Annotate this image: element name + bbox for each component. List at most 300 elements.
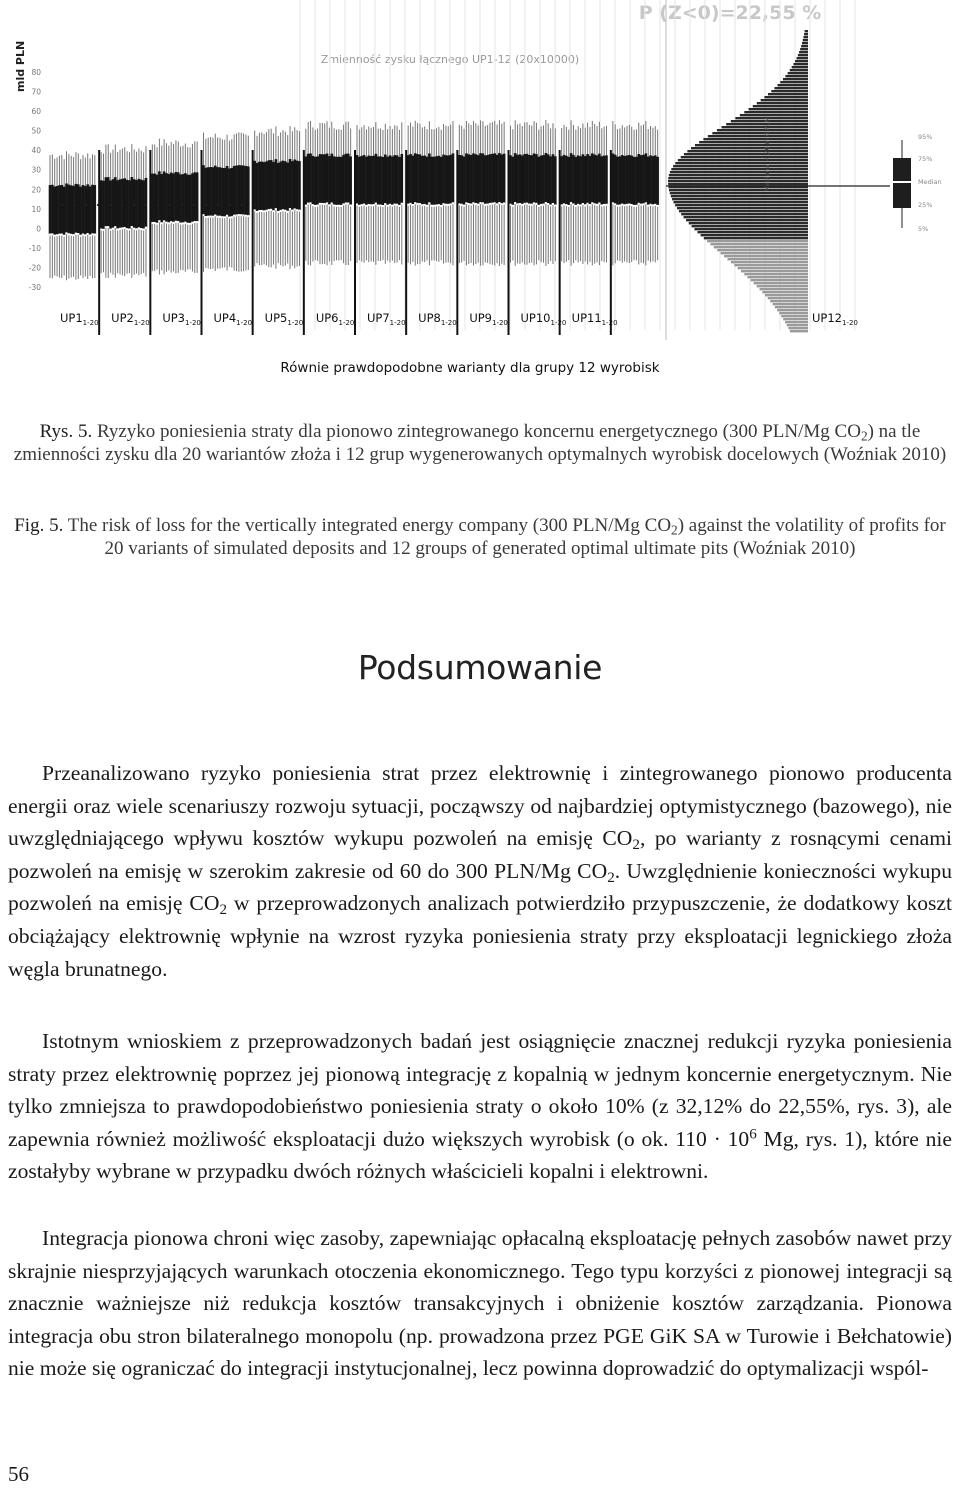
variant-box (160, 174, 163, 223)
variant-box (86, 184, 89, 234)
histogram-bin (697, 231, 808, 233)
y-tick-label: 70 (31, 87, 41, 97)
histogram-bin (695, 144, 808, 146)
variant-box (386, 157, 389, 205)
variant-median (384, 203, 386, 205)
variant-box (435, 156, 438, 205)
variant-median (58, 234, 60, 236)
variant-box (228, 168, 231, 216)
reference-dot (205, 204, 207, 206)
variant-box (384, 155, 387, 205)
variant-median (375, 203, 377, 205)
variant-box (172, 173, 175, 222)
y-tick-label: 60 (31, 107, 41, 117)
variant-median (100, 228, 102, 230)
histogram-bin (793, 63, 808, 65)
variant-box (621, 155, 624, 204)
variant-median (116, 228, 118, 230)
variant-box (526, 154, 529, 204)
variant-median (261, 210, 263, 212)
variant-median (589, 204, 591, 206)
variant-box (575, 157, 578, 205)
variant-box (349, 156, 352, 204)
variant-box (535, 154, 538, 204)
text: . Uwzględnienie konieczności wykupu pozwoleń na emisję CO (8, 858, 952, 916)
variant-median (286, 211, 288, 213)
variant-median (319, 203, 321, 205)
variant-median (253, 209, 255, 211)
variant-box (63, 187, 66, 235)
subscript: 2 (607, 869, 615, 886)
histogram-bin (764, 96, 808, 98)
variant-box (375, 154, 378, 204)
variant-median (363, 204, 365, 206)
variant-median (521, 204, 523, 206)
variant-median (498, 202, 500, 204)
variant-box (323, 154, 326, 204)
y-tick-label: 0 (36, 224, 41, 234)
histogram-bin (757, 102, 808, 104)
variant-median (554, 204, 556, 206)
section-heading: Podsumowanie (357, 648, 603, 687)
variant-box (121, 179, 124, 229)
variant-box (419, 154, 422, 204)
variant-median (542, 204, 544, 206)
reference-dot (169, 204, 171, 206)
variant-box (326, 154, 329, 205)
variant-box (307, 154, 310, 204)
histogram-bin (734, 264, 808, 266)
variant-median (298, 210, 300, 212)
variant-median (275, 208, 277, 210)
variant-box (270, 160, 273, 210)
variant-median (94, 234, 96, 236)
variant-box (235, 166, 238, 217)
y-tick-label: -20 (28, 263, 41, 273)
page-number: 56 (8, 1462, 29, 1486)
variant-median (528, 203, 530, 205)
histogram-bin (760, 288, 808, 290)
figure-caption-pl (8, 420, 952, 466)
reference-dot (109, 204, 111, 206)
variant-median (242, 214, 244, 216)
variant-median (56, 234, 58, 236)
variant-box (209, 167, 212, 216)
variant-median (440, 205, 442, 207)
variant-box (560, 156, 563, 205)
variant-median (601, 204, 603, 206)
histogram-bin (768, 93, 808, 95)
legend-label: 5% (918, 225, 929, 233)
variant-median (382, 205, 384, 207)
variant-median (512, 205, 514, 207)
variant-median (258, 210, 260, 212)
reference-dot (217, 204, 219, 206)
variant-box (245, 166, 248, 216)
variant-box (184, 173, 187, 222)
text: , po warianty z rosnącymi cenami pozwoleń na emisję w szerokim zakresie od 60 do 300 PLN/Mg CO (8, 826, 952, 883)
subscript: 2 (671, 522, 678, 538)
variant-box (567, 157, 570, 205)
variant-box (221, 168, 224, 217)
variant-median (175, 221, 177, 223)
histogram-bin (797, 57, 808, 59)
variant-median (335, 205, 337, 207)
variant-median (247, 215, 249, 217)
variant-box (370, 156, 373, 205)
variant-median (219, 216, 221, 218)
variant-median (340, 205, 342, 207)
variant-median (545, 202, 547, 204)
variant-box (572, 155, 575, 205)
variant-median (465, 202, 467, 204)
variant-box (338, 157, 341, 205)
variant-box (542, 155, 545, 204)
histogram-bin (668, 180, 808, 182)
variant-median (153, 222, 155, 224)
variant-box (296, 161, 299, 211)
variant-box (135, 180, 138, 229)
variant-box (165, 173, 168, 222)
variant-box (421, 156, 424, 205)
variant-box (614, 155, 617, 205)
variant-median (191, 222, 193, 224)
group-label: $UP9_{1-20}$ (469, 311, 508, 327)
variant-median (389, 204, 391, 206)
group-label: $UP12_{1-20}$ (812, 311, 858, 327)
variant-box (379, 156, 382, 204)
variant-median (626, 204, 628, 206)
variant-median (72, 234, 74, 236)
variant-box (240, 165, 243, 216)
caption-text: ) na tle zmienności zysku dla 20 wariantów złoża i 12 grup wygenerowanych optymalnych wyrobisk docelowych (Woźniak 2010) (13, 421, 947, 465)
variant-median (470, 204, 472, 206)
variant-box (345, 154, 348, 204)
variant-box (521, 155, 524, 204)
variant-box (314, 157, 317, 205)
variant-median (184, 222, 186, 224)
histogram-bin (740, 114, 808, 116)
variant-median (209, 216, 211, 218)
variant-box (393, 155, 396, 204)
caption-text: The risk of loss for the vertically integrated energy company (300 PLN/Mg CO (67, 515, 672, 536)
variant-median (324, 203, 326, 205)
variant-box (367, 156, 370, 205)
histogram-bin (712, 132, 808, 134)
legend-median (893, 181, 911, 183)
variant-median (89, 235, 91, 237)
histogram-bin (717, 249, 808, 251)
histogram-bin (668, 177, 808, 179)
variant-box (409, 154, 412, 204)
variant-median (652, 204, 654, 206)
histogram-bin (668, 183, 808, 185)
variant-box (605, 155, 608, 204)
variant-median (572, 203, 574, 205)
histogram-bin (671, 168, 808, 170)
variant-box (114, 177, 117, 228)
variant-box (298, 161, 301, 210)
variant-median (187, 223, 189, 225)
variant-median (612, 202, 614, 204)
histogram-bin (774, 87, 808, 89)
histogram-bin (792, 66, 808, 68)
y-tick-label: 40 (31, 146, 41, 156)
variant-box (401, 154, 404, 204)
variant-box (133, 179, 136, 228)
variant-box (647, 157, 650, 205)
variant-box (260, 162, 263, 211)
variant-median (365, 205, 367, 207)
variant-box (563, 155, 566, 205)
variant-box (498, 153, 501, 204)
variant-median (51, 233, 53, 235)
variant-median (407, 204, 409, 206)
variant-box (189, 175, 192, 223)
variant-box (131, 177, 134, 228)
variant-median (423, 204, 425, 206)
variant-box (49, 185, 52, 234)
variant-box (628, 155, 631, 205)
variant-median (140, 228, 142, 230)
variant-median (168, 222, 170, 224)
histogram-bin (686, 219, 808, 221)
histogram-bin (710, 243, 808, 245)
variant-median (179, 223, 181, 225)
variant-box (514, 153, 517, 204)
variant-median (431, 205, 433, 207)
variant-box (523, 154, 526, 204)
histogram-bin (765, 294, 808, 296)
variant-box (100, 180, 103, 229)
variant-box (286, 163, 289, 211)
variant-median (435, 204, 437, 206)
variant-median (401, 203, 403, 205)
variant-median (598, 203, 600, 205)
variant-box (549, 156, 552, 204)
variant-box (279, 162, 282, 211)
variant-box (51, 185, 54, 235)
histogram-bin (669, 174, 808, 176)
variant-box (330, 154, 333, 204)
variant-box (91, 185, 94, 235)
variant-median (412, 204, 414, 206)
variant-median (533, 202, 535, 204)
variant-median (475, 203, 477, 205)
variant-box (119, 179, 122, 228)
variant-median (296, 209, 298, 211)
variant-median (82, 234, 84, 236)
variant-box (216, 167, 219, 216)
variant-median (128, 228, 130, 230)
variant-median (309, 202, 311, 204)
variant-box (305, 156, 308, 204)
variant-box (565, 156, 568, 205)
histogram-bin (753, 105, 808, 107)
histogram-bin (788, 72, 808, 74)
variant-median (605, 204, 607, 206)
variant-median (433, 205, 435, 207)
reference-dot (85, 204, 87, 206)
caption-label: Fig. 5. (14, 515, 64, 536)
group-label: $UP4_{1-20}$ (213, 311, 253, 327)
variant-median (345, 203, 347, 205)
variant-box (570, 153, 573, 204)
variant-median (263, 210, 265, 212)
variant-box (630, 156, 633, 205)
risk-chart (0, 0, 960, 390)
histogram-bin (701, 234, 808, 236)
variant-box (65, 183, 68, 234)
histogram-bin (673, 165, 808, 167)
variant-box (545, 153, 548, 204)
variant-box (309, 153, 312, 204)
variant-box (467, 154, 470, 204)
variant-median (635, 205, 637, 207)
variant-box (616, 157, 619, 205)
variant-box (333, 156, 336, 205)
variant-median (333, 204, 335, 206)
variant-box (342, 155, 345, 205)
variant-median (368, 204, 370, 206)
variant-median (126, 228, 128, 230)
variant-median (591, 202, 593, 204)
variant-median (372, 204, 374, 206)
paragraph (8, 1025, 952, 1188)
variant-median (358, 205, 360, 207)
variant-median (452, 202, 454, 204)
variant-median (649, 204, 651, 206)
variant-box (89, 186, 92, 234)
variant-median (549, 205, 551, 207)
histogram-bin (714, 246, 808, 248)
histogram-bin (724, 255, 808, 257)
variant-median (238, 214, 240, 216)
reference-dot (145, 204, 147, 206)
variant-median (398, 205, 400, 207)
variant-median (509, 204, 511, 206)
variant-box (68, 185, 71, 235)
reference-dot (133, 204, 135, 206)
variant-median (489, 203, 491, 205)
histogram-bin (675, 162, 808, 164)
variant-median (61, 233, 63, 235)
variant-box (151, 174, 154, 223)
variant-box (428, 153, 431, 204)
histogram-bin (744, 111, 808, 113)
variant-median (472, 202, 474, 204)
variant-median (575, 205, 577, 207)
histogram-bin (721, 252, 808, 254)
variant-median (460, 204, 462, 206)
variant-box (214, 166, 217, 217)
histogram-bin (788, 327, 808, 329)
legend-label: Median (918, 178, 942, 186)
variant-box (612, 153, 615, 204)
y-axis-unit: mld PLN (14, 40, 27, 92)
variant-median (245, 215, 247, 217)
variant-box (458, 155, 461, 205)
variant-box (272, 162, 275, 211)
variant-box (635, 157, 638, 205)
reference-dot (73, 204, 75, 206)
variant-box (484, 155, 487, 204)
histogram-bin (749, 108, 808, 110)
variant-median (568, 205, 570, 207)
variant-median (584, 204, 586, 206)
variant-box (156, 175, 159, 223)
superscript: 6 (749, 1126, 757, 1143)
histogram-bin (762, 291, 808, 293)
reference-dot (193, 204, 195, 206)
variant-median (577, 204, 579, 206)
variant-median (321, 203, 323, 205)
variant-median (284, 210, 286, 212)
variant-median (565, 204, 567, 206)
variant-box (552, 154, 555, 204)
variant-box (168, 174, 171, 223)
variant-box (530, 155, 533, 204)
variant-box (193, 172, 196, 222)
variant-median (547, 203, 549, 205)
variant-median (586, 203, 588, 205)
variant-median (316, 205, 318, 207)
y-tick-label: 10 (31, 204, 41, 214)
text: Przeanalizowano ryzyko poniesienia strat przez elektrownię i zintegrowanego pionowo producenta energii oraz wiele scenariuszy rozwoju sytuacji, począwszy od najbardziej optymistycznego (bazowego), nie uwzględniającego wpływu kosztów wykupu pozwoleń na emisję CO (8, 761, 952, 851)
variant-box (426, 157, 429, 205)
variant-box (196, 172, 199, 222)
histogram-bin (803, 36, 808, 38)
variant-median (503, 203, 505, 205)
variant-box (533, 153, 536, 204)
histogram-bin (781, 315, 808, 317)
reference-dot (241, 204, 243, 206)
variant-median (416, 203, 418, 205)
variant-median (596, 204, 598, 206)
variant-box (319, 154, 322, 204)
histogram-bin (687, 150, 808, 152)
variant-median (279, 210, 281, 212)
histogram-bin (735, 117, 808, 119)
variant-box (170, 173, 173, 223)
variant-box (365, 157, 368, 205)
variant-median (386, 205, 388, 207)
variant-median (645, 202, 647, 204)
variant-box (186, 175, 189, 223)
variant-box (554, 156, 557, 205)
variant-box (486, 155, 489, 204)
histogram-bin (800, 48, 808, 50)
variant-box (398, 157, 401, 205)
variant-median (291, 210, 293, 212)
variant-median (79, 235, 81, 237)
variant-box (58, 185, 61, 234)
variant-median (514, 202, 516, 204)
variant-median (221, 216, 223, 218)
variant-box (489, 154, 492, 204)
variant-median (523, 203, 525, 205)
variant-box (312, 156, 315, 205)
variant-box (440, 157, 443, 205)
histogram-bin (727, 258, 808, 260)
probability-label: P (Z<0)=22,55 % (638, 2, 822, 24)
histogram-bin (691, 147, 808, 149)
variant-median (421, 204, 423, 206)
variant-box (277, 163, 280, 211)
histogram-bin (770, 300, 808, 302)
group-labels (60, 311, 858, 327)
group-label: $UP7_{1-20}$ (367, 311, 406, 327)
